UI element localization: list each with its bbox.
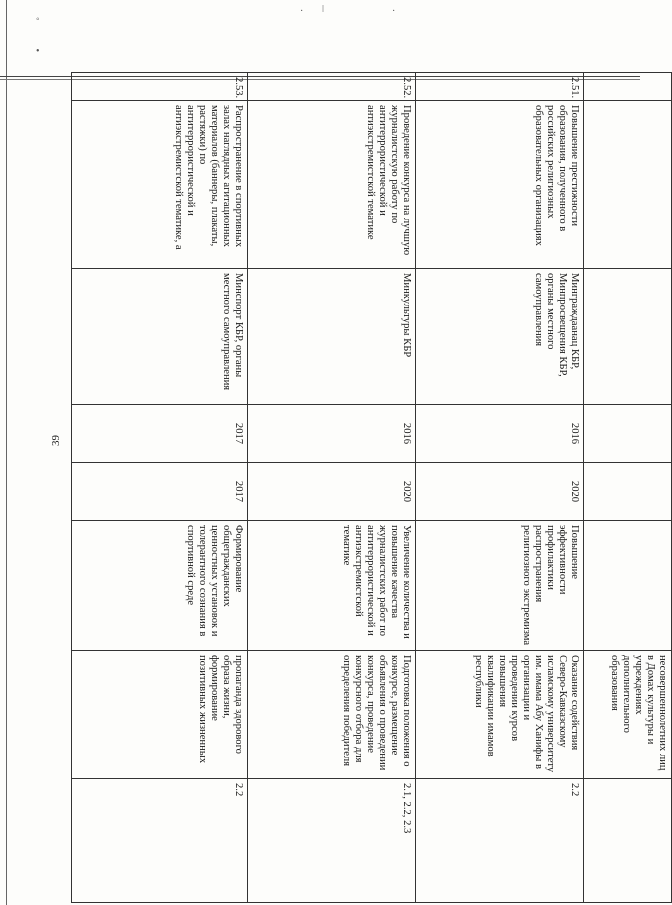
tasks-cell: 2.1, 2.2, 2.3 xyxy=(248,779,416,903)
scan-mark: · xyxy=(392,6,396,17)
executors-cell: Минспорт КБР, органы местного самоуправления xyxy=(72,269,248,405)
row-number-cell: 2.53. xyxy=(72,73,248,101)
row-number-cell xyxy=(584,73,672,101)
table-row xyxy=(248,73,416,903)
measures-table xyxy=(71,72,672,903)
goal-cell: Формирование общегражданских ценностных установок и толерантного сознания в спортивной среде xyxy=(72,521,248,651)
goal-cell xyxy=(584,521,672,651)
table-row xyxy=(72,73,248,903)
executors-cell: Минграждаанац КБР, Минпросвещения КБР, органы местного самоуправления xyxy=(416,269,584,405)
row-number-cell: 2.52. xyxy=(248,73,416,101)
table-row xyxy=(584,73,672,903)
scan-mark: ǀ xyxy=(322,4,325,15)
indicator-cell: несовершеннолетних лиц в Домах культуры и учреждениях дополнительного образования xyxy=(584,651,672,779)
goal-cell: Увеличение количества и повышение качества журналистских работ по антитеррористической и антиэкстремистской тематике xyxy=(248,521,416,651)
start-year-cell xyxy=(584,405,672,463)
end-year-cell: 2020 xyxy=(248,463,416,521)
table-row xyxy=(416,73,584,903)
executors-cell: Минкультуры КБР xyxy=(248,269,416,405)
start-year-cell: 2017 xyxy=(72,405,248,463)
end-year-cell xyxy=(584,463,672,521)
measures-table-rotated xyxy=(72,72,672,902)
action-cell: Проведение конкурса на лучшую журналистскую работу по антитеррористической и антиэкстремистской тематике xyxy=(248,101,416,269)
row-number-cell: 2.51. xyxy=(416,73,584,101)
scan-mark: • xyxy=(36,46,40,57)
tasks-cell: 2.2 xyxy=(72,779,248,903)
end-year-cell: 2020 xyxy=(416,463,584,521)
page-number: 39 xyxy=(50,435,62,446)
indicator-cell: Подготовка положения о конкурсе, размещение объявления о проведении конкурса, проведение конкурсного отбора для определения победителя xyxy=(248,651,416,779)
action-cell: Распространение в спортивных залах наглядных агитационных материалов (баннеры, плакаты, растяжки) по антитеррористической и антиэкстремистской тематике, а xyxy=(72,101,248,269)
end-year-cell: 2017 xyxy=(72,463,248,521)
scan-edge-line xyxy=(6,0,7,905)
indicator-cell: пропаганда здорового образа жизни, формирование позитивных жизненных xyxy=(72,651,248,779)
goal-cell: Повышение эффективности профилактики распространения религиозного экстремизма xyxy=(416,521,584,651)
scan-mark: ◦ xyxy=(36,14,40,25)
scan-mark: · xyxy=(300,6,304,17)
executors-cell xyxy=(584,269,672,405)
indicator-cell: Оказание содействия Северо-Кавказскому исламскому университету им. имама Абу Ханифы в организации и проведении курсов повышения квалификации имамов республики xyxy=(416,651,584,779)
tasks-cell: 2.2 xyxy=(416,779,584,903)
start-year-cell: 2016 xyxy=(248,405,416,463)
tasks-cell xyxy=(584,779,672,903)
start-year-cell: 2016 xyxy=(416,405,584,463)
action-cell xyxy=(584,101,672,269)
action-cell: Повышение престижности образования, полученного в российских религиозных образовательных организациях xyxy=(416,101,584,269)
